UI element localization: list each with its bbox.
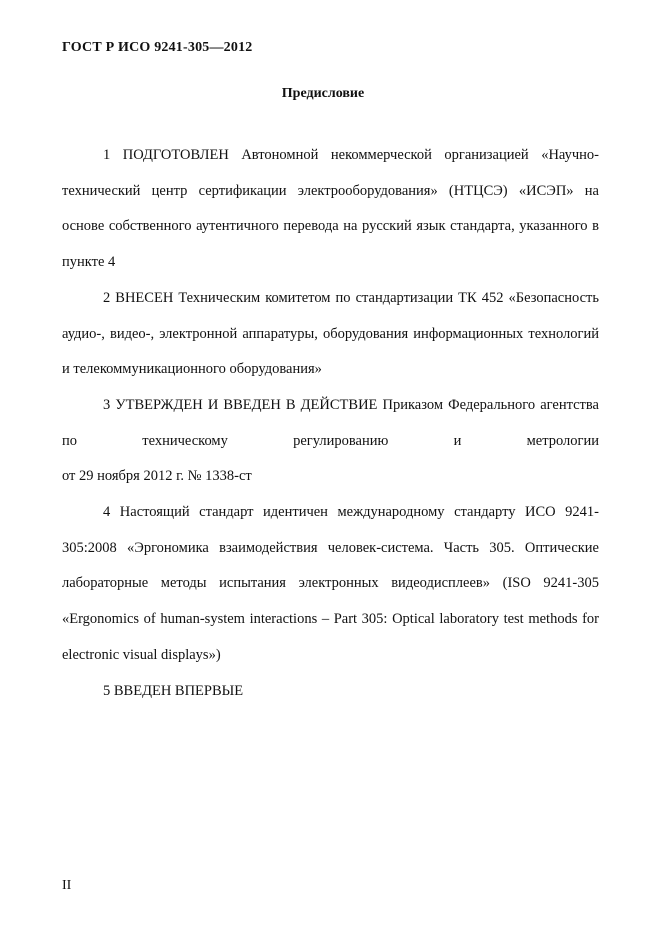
- paragraph-prepared-by: 1 ПОДГОТОВЛЕН Автономной некоммерческой организацией «Научно-технический центр сертификации электрооборудования» (НТЦСЭ) «ИСЭП» на основе собственного аутентичного перевода на русский язык стандарта, указанного в пункте 4: [62, 147, 599, 271]
- standard-code-header: ГОСТ Р ИСО 9241-305—2012: [62, 40, 253, 55]
- paragraph-approved: 3 УТВЕРЖДЕН И ВВЕДЕН В ДЕЙСТВИЕ Приказом Федерального агентства по техническому регулированию и метрологии: [62, 396, 599, 449]
- section-title: Предисловие: [281, 86, 365, 101]
- paragraph-introduced-by: 2 ВНЕСЕН Техническим комитетом по стандартизации ТК 452 «Безопасность аудио-, видео-, электронной аппаратуры, оборудования информационных технологий и телекоммуникационного оборудования»: [62, 289, 599, 378]
- foreword-body: [62, 138, 599, 709]
- paragraph-approved-date: от 29 ноября 2012 г. № 1338-ст: [62, 468, 252, 485]
- paragraph-introduced-first: 5 ВВЕДЕН ВПЕРВЫЕ: [103, 682, 244, 699]
- paragraph-identical-standard: 4 Настоящий стандарт идентичен международному стандарту ИСО 9241-305:2008 «Эргономика взаимодействия человек-система. Часть 305. Оптические лабораторные методы испытания электронных видеодисплеев» (ISO 9241-305 «Ergonomics of human-system interactions – Part 305: Optical laboratory test methods for electronic visual displays»): [62, 504, 599, 663]
- page-number: II: [62, 878, 72, 893]
